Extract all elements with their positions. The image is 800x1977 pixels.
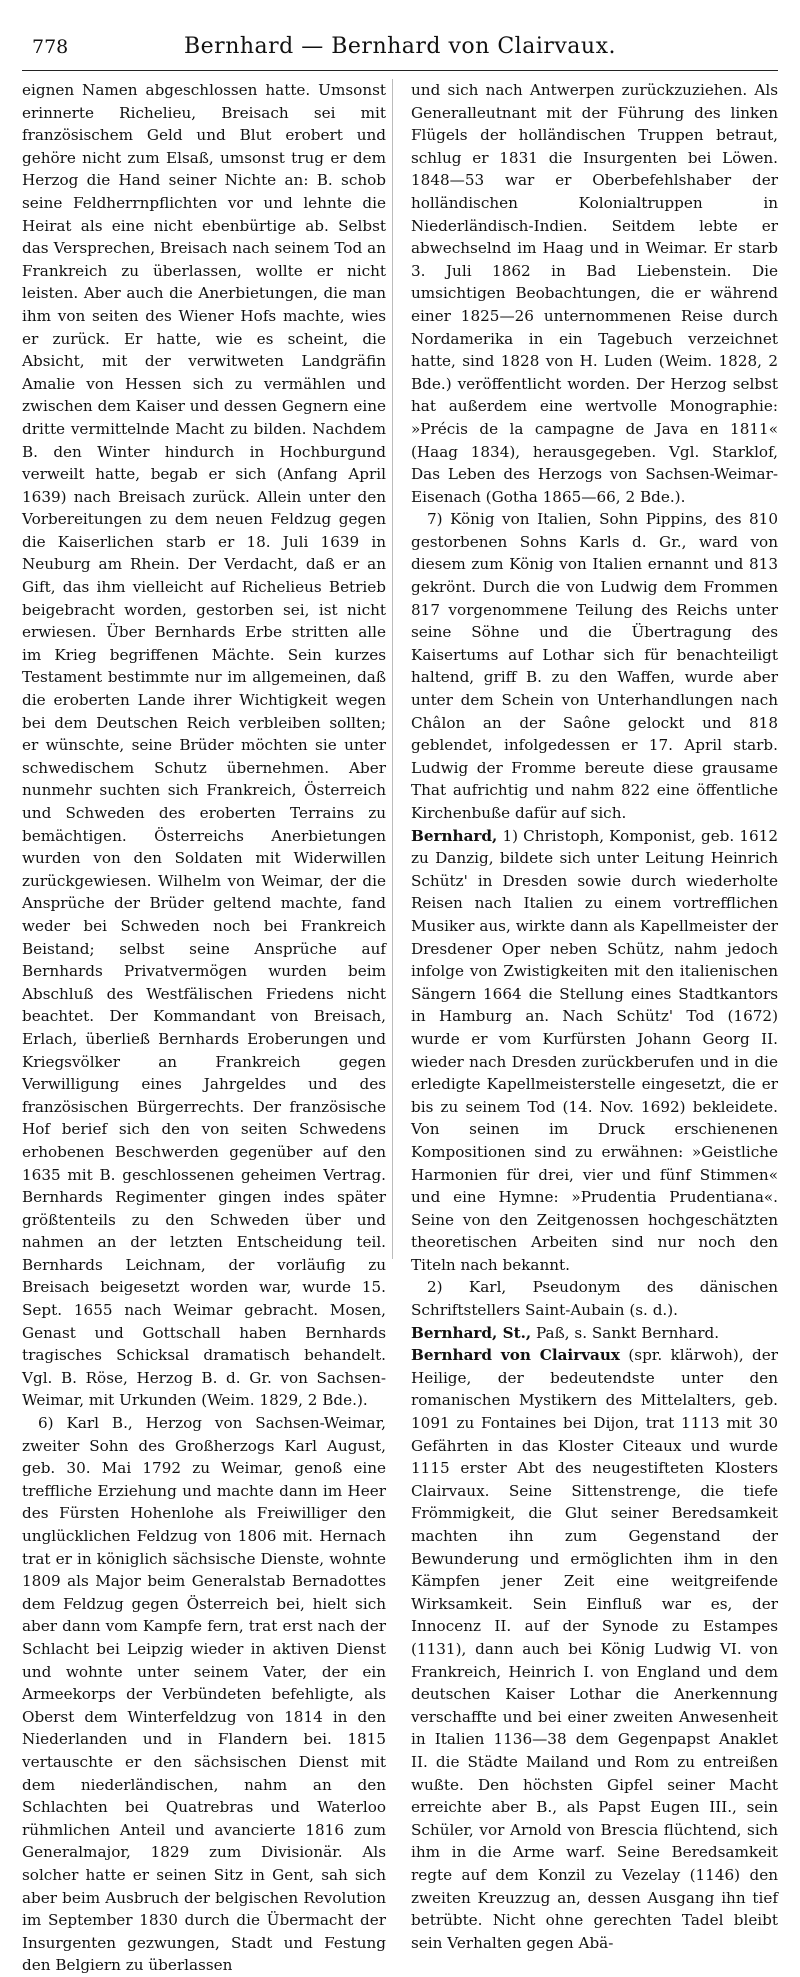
page-header xyxy=(22,30,778,71)
text-columns xyxy=(22,79,779,1975)
entry-paragraph xyxy=(411,1344,778,1954)
entry-text: (spr. klärwoh), der Heilige, der bedeutendste unter den romanischen Mystikern des Mittelalters, geb. 1091 zu Fontaines bei Dijon, trat 1113 mit 30 Gefährten in das Kloster Citeaux und wurde 1115 erster Abt des neugestifteten Klosters Clairvaux. Seine Sittenstrenge, die tiefe Frömmigkeit, die Glut seiner Beredsamkeit machten ihn zum Gegenstand der Bewunderung und ermöglichten ihm in den Kämpfen jener Zeit eine weitgreifende Wirksamkeit. Sein Einfluß war es, der Innocenz II. auf der Synode zu Estampes (1131), dann auch bei König Ludwig VI. von Frankreich, Heinrich I. von England und dem deutschen Kaiser Lothar die Anerkennung verschaffte und bei einer zweiten Anwesenheit in Italien 1136—38 dem Gegenpapst Anaklet II. die Städte Mailand und Rom zu entreißen wußte. Den höchsten Gipfel seiner Macht erreichte aber B., als Papst Eugen III., sein Schüler, vor Arnold von Brescia flüchtend, sich ihm in die Arme warf. Seine Beredsamkeit regte auf dem Konzil zu Vezelay (1146) den zweiten Kreuzzug an, dessen Ausgang ihn tief betrübte. Nicht ohne gerechten Tadel bleibt sein Verhalten gegen Abä- xyxy=(411,1346,779,1952)
article-paragraph: eignen Namen abgeschlossen hatte. Umsonst erinnerte Richelieu, Breisach sei mit französischem Geld und Blut erobert und gehöre nicht zum Elsaß, umsonst trug er dem Herzog die Hand seiner Nichte an: B. schob seine Feldherrnpflichten vor und lehnte die Heirat als eine nicht ebenbürtige ab. Selbst das Versprechen, Breisach nach seinem Tod an Frankreich zu überlassen, wollte er nicht leisten. Aber auch die Anerbietungen, die man ihm von seiten des Wiener Hofs machte, wies er zurück. Er hatte, wie es scheint, die Absicht, mit der verwitweten Landgräfin Amalie von Hessen sich zu vermählen und zwischen dem Kaiser und dessen Gegnern eine dritte vermittelnde Macht zu bilden. Nachdem B. den Winter hindurch in Hochburgund verweilt hatte, begab er sich (Anfang April 1639) nach Breisach zurück. Allein unter den Vorbereitungen zu dem neuen Feldzug gegen die Kaiserlichen starb er 18. Juli 1639 in Neuburg am Rhein. Der Verdacht, daß er an Gift, das ihm vielleicht auf Richelieus Betrieb beigebracht worden, gestorben sei, ist nicht erwiesen. Über Bernhards Erbe stritten alle im Krieg begriffenen Mächte. Sein kurzes Testament bestimmte nur im allgemeinen, daß die eroberten Lande ihrer Wichtigkeit wegen bei dem Deutschen Reich verbleiben sollten; er wünschte, seine Brüder möchten sie unter schwedischem Schutz übernehmen. Aber nunmehr suchten sich Frankreich, Österreich und Schweden des eroberten Terrains zu bemächtigen. Österreichs Anerbietungen wurden von den Soldaten mit Widerwillen zurückgewiesen. Wilhelm von Weimar, der die Ansprüche der Brüder geltend machte, fand weder bei Schweden noch bei Frankreich Beistand; selbst seine Ansprüche auf Bernhards Privatvermögen wurden beim Abschluß des Westfälischen Friedens nicht beachtet. Der Kommandant von Breisach, Erlach, überließ Bernhards Eroberungen und Kriegsvölker an Frankreich gegen Verwilligung eines Jahrgeldes und des französischen Bürgerrechts. Der französische Hof berief sich den von seiten Schwedens erhobenen Beschwerden gegenüber auf den 1635 mit B. geschlossenen geheimen Vertrag. Bernhards Regimenter gingen indes später größtenteils zu den Schweden über und nahmen an der letzten Entscheidung teil. Bernhards Leichnam, der vorläufig zu Breisach beigesetzt worden war, wurde 15. Sept. 1655 nach Weimar gebracht. Mosen, Genast und Gottschall haben Bernhards tragisches Schicksal dramatisch behandelt. Vgl. B. Röse, Herzog B. d. Gr. von Sachsen-Weimar, mit Urkunden (Weim. 1829, 2 Bde.). xyxy=(22,81,386,1410)
entry-text: Paß, s. Sankt Bernhard. xyxy=(536,1323,720,1342)
running-head: Bernhard — Bernhard von Clairvaux. xyxy=(184,34,616,59)
page-number: 778 xyxy=(32,36,69,58)
entry-headword: Bernhard, St., xyxy=(411,1323,532,1342)
left-column xyxy=(22,79,393,1975)
entry-headword: Bernhard von Clairvaux xyxy=(411,1346,620,1365)
article-paragraph: 2) Karl, Pseudonym des dänischen Schriftstellers Saint-Aubain (s. d.). xyxy=(411,1278,778,1320)
entry-paragraph xyxy=(411,825,778,1277)
right-column xyxy=(407,79,779,1952)
entry-headword: Bernhard, xyxy=(411,826,498,845)
article-paragraph: und sich nach Antwerpen zurückzuziehen. Als Generalleutnant mit der Führung des linken Flügels der holländischen Truppen betraut, schlug er 1831 die Insurgenten bei Löwen. 1848—53 war er Oberbefehlshaber der holländischen Kolonialtruppen in Niederländisch-Indien. Seitdem lebte er abwechselnd im Haag und in Weimar. Er starb 3. Juli 1862 in Bad Liebenstein. Die umsichtigen Beobachtungen, die er während einer 1825—26 unternommenen Reise durch Nordamerika in ein Tagebuch verzeichnet hatte, sind 1828 von H. Luden (Weim. 1828, 2 Bde.) veröffentlicht worden. Der Herzog selbst hat außerdem eine wertvolle Monographie: »Précis de la campagne de Java en 1811« (Haag 1834), herausgegeben. Vgl. Starklof, Das Leben des Herzogs von Sachsen-Weimar-Eisenach (Gotha 1865—66, 2 Bde.). xyxy=(411,81,778,506)
entry-paragraph xyxy=(411,1322,778,1345)
article-paragraph: 7) König von Italien, Sohn Pippins, des 810 gestorbenen Sohns Karls d. Gr., ward von diesem zum König von Italien ernannt und 813 gekrönt. Durch die von Ludwig dem Frommen 817 vorgenommene Teilung des Reichs unter seine Söhne und die Übertragung des Kaisertums auf Lothar sich für benachteiligt haltend, griff B. zu den Waffen, wurde aber unter dem Schein von Unterhandlungen nach Châlon an der Saône gelockt und 818 geblendet, infolgedessen er 17. April starb. Ludwig der Fromme bereute diese grausame That aufrichtig und nahm 822 eine öffentliche Kirchenbuße dafür auf sich. xyxy=(411,510,778,822)
entry-text: 1) Christoph, Komponist, geb. 1612 zu Danzig, bildete sich unter Leitung Heinrich Schütz' in Dresden sowie durch wiederholte Reisen nach Italien zu einem vortrefflichen Musiker aus, wirkte dann als Kapellmeister der Dresdener Oper neben Schütz, nahm jedoch infolge von Zwistigkeiten mit den italienischen Sängern 1664 die Stellung eines Stadtkantors in Hamburg an. Nach Schütz' Tod (1672) wurde er vom Kurfürsten Johann Georg II. wieder nach Dresden zurückberufen und in die erledigte Kapellmeisterstelle eingesetzt, die er bis zu seinem Tod (14. Nov. 1692) bekleidete. Von seinen im Druck erschienenen Kompositionen sind zu erwähnen: »Geistliche Harmonien für drei, vier und fünf Stimmen« und eine Hymne: »Prudentia Prudentiana«. Seine von den Zeitgenossen hochgeschätzten theoretischen Arbeiten sind nur noch den Titeln nach bekannt. xyxy=(411,826,778,1274)
article-paragraph: 6) Karl B., Herzog von Sachsen-Weimar, zweiter Sohn des Großherzogs Karl August, geb. 30. Mai 1792 zu Weimar, genoß eine treffliche Erziehung und machte dann im Heer des Fürsten Hohenlohe als Freiwilliger den unglücklichen Feldzug von 1806 mit. Hernach trat er in königlich sächsische Dienste, wohnte 1809 als Major beim Generalstab Bernadottes dem Feldzug gegen Österreich bei, hielt sich aber dann vom Kampfe fern, trat erst nach der Schlacht bei Leipzig wieder in aktiven Dienst und wohnte unter seinem Vater, der ein Armeekorps der Verbündeten befehligte, als Oberst dem Winterfeldzug von 1814 in den Niederlanden und in Flandern bei. 1815 vertauschte er den sächsischen Dienst mit dem niederländischen, nahm an den Schlachten bei Quatrebras und Waterloo rühmlichen Anteil und avancierte 1816 zum Generalmajor, 1829 zum Divisionär. Als solcher hatte er seinen Sitz in Gent, sah sich aber beim Ausbruch der belgischen Revolution im September 1830 durch die Übermacht der Insurgenten gezwungen, Stadt und Festung den Belgiern zu überlassen xyxy=(22,1414,386,1975)
